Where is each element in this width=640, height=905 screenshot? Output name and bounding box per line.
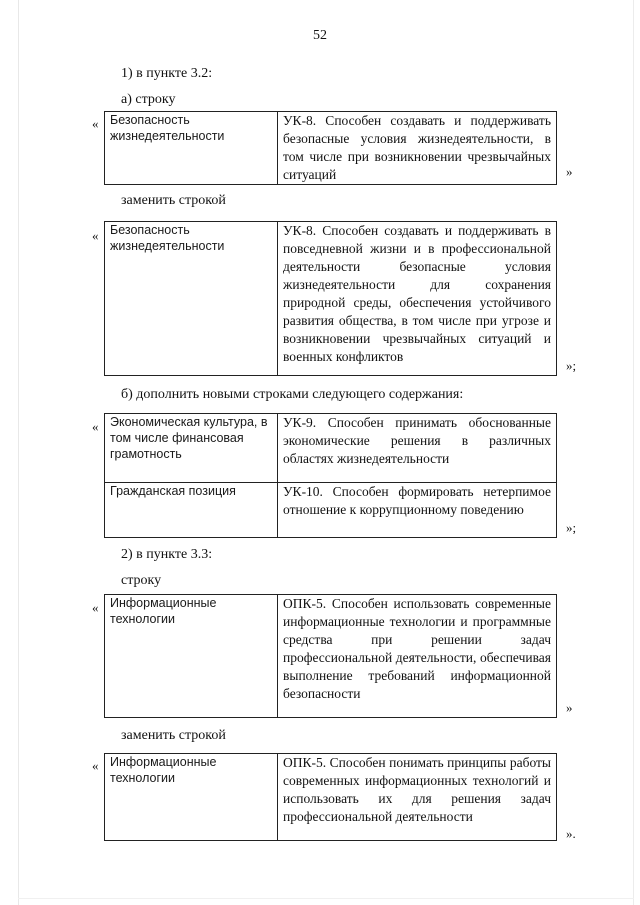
close-quote: »: [566, 164, 573, 179]
open-quote: «: [92, 600, 99, 615]
table-3-row2-col2: УК-10. Способен формировать нетерпимое отношение к коррупционному поведению: [278, 483, 557, 538]
table-3-row1-col1: Экономическая культура, в том числе финансовая грамотность: [105, 414, 278, 483]
scan-edge-left: [18, 0, 19, 905]
open-quote: «: [92, 228, 99, 243]
table-2-col2: УК-8. Способен создавать и поддерживать в повседневной жизни и в профессиональной деятельности безопасные условия жизнедеятельности для сохранения природной среды, обеспечения устойчивого развития общества, в том числе при угрозе и возникновении чрезвычайных ситуаций и военных конфликтов: [278, 222, 557, 376]
scan-edge-bottom: [18, 898, 634, 899]
replace-with-row-1: заменить строкой: [121, 193, 226, 208]
page-number: 52: [313, 28, 327, 43]
replace-with-row-2: заменить строкой: [121, 728, 226, 743]
table-2-col1: Безопасность жизнедеятельности: [105, 222, 278, 376]
close-quote-dot: ».: [566, 826, 576, 841]
table-1-col1: Безопасность жизнедеятельности: [105, 112, 278, 185]
table-4: [104, 594, 557, 718]
table-4-col1: Информационные технологии: [105, 595, 278, 718]
item-2-heading: 2) в пункте 3.3:: [121, 547, 213, 562]
open-quote: «: [92, 116, 99, 131]
table-4-col2: ОПК-5. Способен использовать современные информационные технологии и программные средства при решении задач профессиональной деятельности, обеспечивая выполнение требований информационной безопасности: [278, 595, 557, 718]
table-5-col2: ОПК-5. Способен понимать принципы работы современных информационных технологий и использовать их для решения задач профессиональной деятельности: [278, 754, 557, 841]
table-row: [105, 754, 557, 841]
item-1b-heading: б) дополнить новыми строками следующего содержания:: [121, 387, 464, 402]
table-1: [104, 111, 557, 185]
table-5-col1: Информационные технологии: [105, 754, 278, 841]
close-quote-semicolon: »;: [566, 520, 577, 535]
table-row: [105, 112, 557, 185]
item-1a-heading: а) строку: [121, 92, 176, 107]
table-row: [105, 222, 557, 376]
open-quote: «: [92, 419, 99, 434]
item-1-heading: 1) в пункте 3.2:: [121, 66, 213, 81]
open-quote: «: [92, 758, 99, 773]
item-2-row-label: строку: [121, 573, 162, 588]
close-quote: »: [566, 700, 573, 715]
table-2: [104, 221, 557, 376]
table-row: [105, 414, 557, 483]
table-1-col2: УК-8. Способен создавать и поддерживать безопасные условия жизнедеятельности, в том числе при возникновении чрезвычайных ситуаций: [278, 112, 557, 185]
scan-edge-right: [633, 0, 634, 905]
table-5: [104, 753, 557, 841]
table-3-row2-col1: Гражданская позиция: [105, 483, 278, 538]
table-row: [105, 483, 557, 538]
table-3-row1-col2: УК-9. Способен принимать обоснованные экономические решения в различных областях жизнедеятельности: [278, 414, 557, 483]
table-3: [104, 413, 557, 538]
close-quote-semicolon: »;: [566, 358, 577, 373]
table-row: [105, 595, 557, 718]
